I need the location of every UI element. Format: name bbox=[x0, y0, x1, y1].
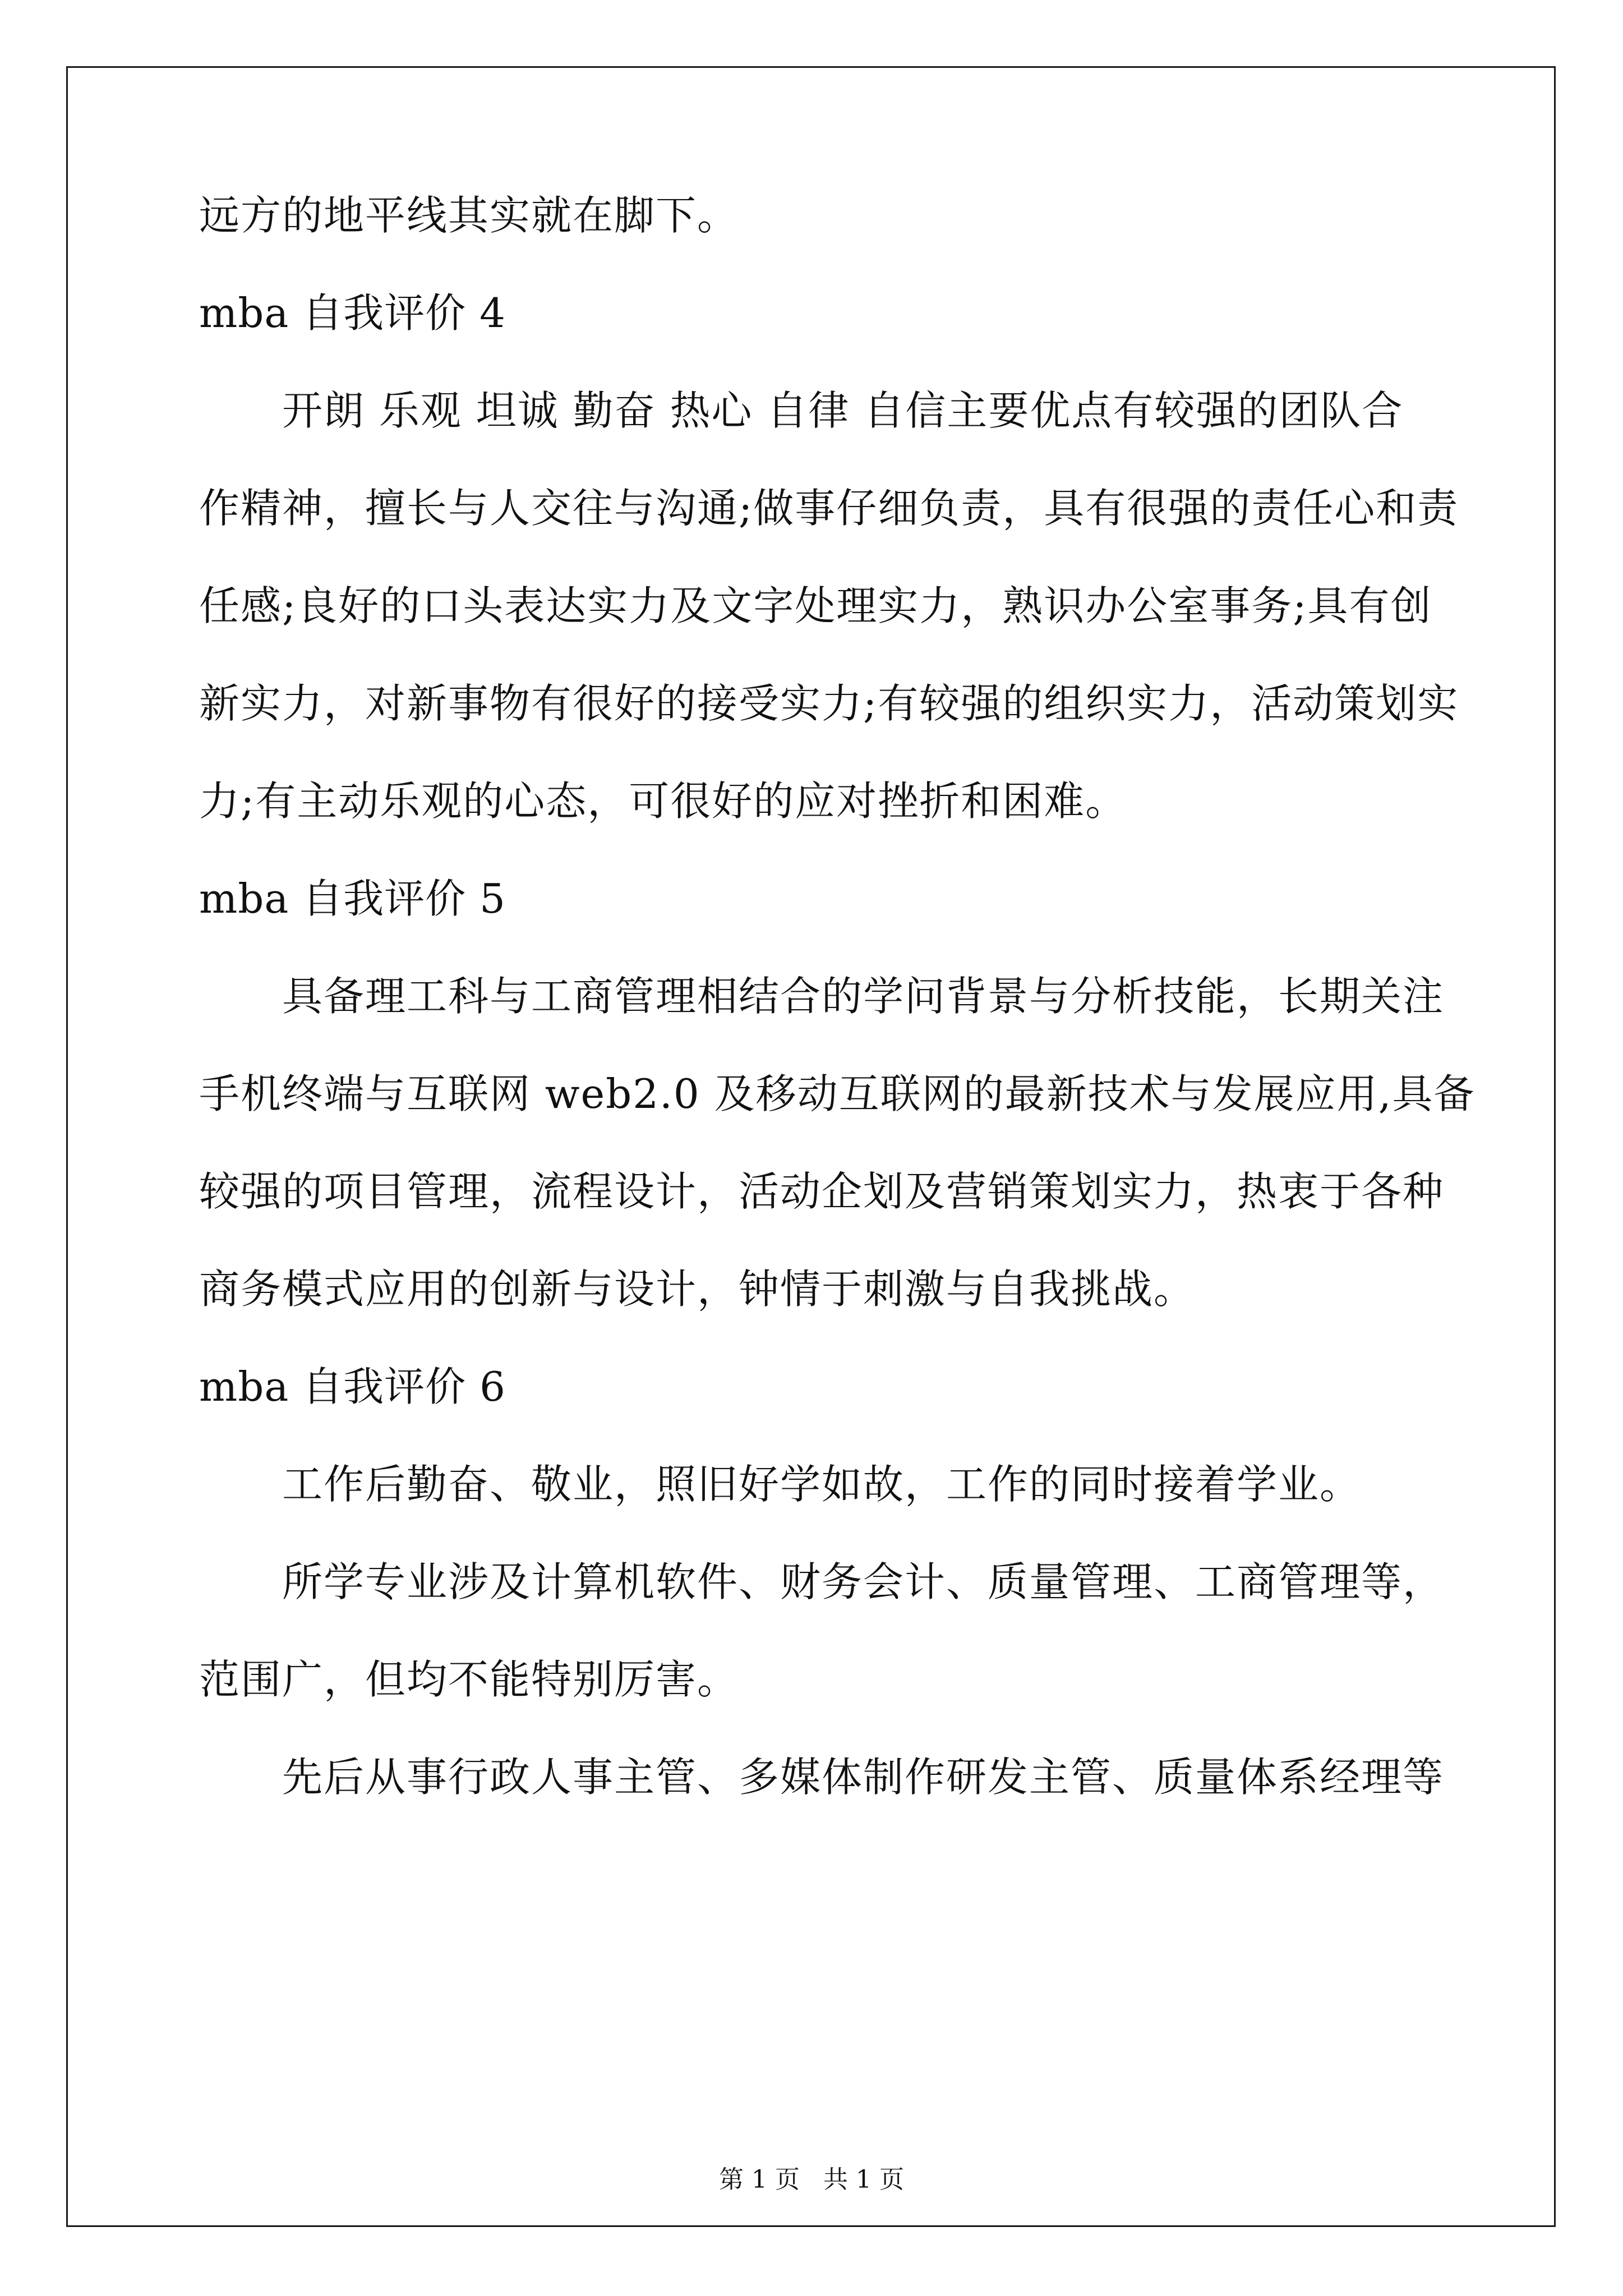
page-number-footer: 第 1 页 共 1 页 bbox=[719, 2165, 904, 2194]
text-line: 较强的项目管理，流程设计，活动企划及营销策划实力，热衷于各种 bbox=[199, 1168, 1445, 1215]
text-line: 新实力，对新事物有很好的接受实力;有较强的组织实力，活动策划实 bbox=[199, 680, 1459, 727]
text-line: 任感;良好的口头表达实力及文字处理实力，熟识办公室事务;具有创 bbox=[199, 582, 1432, 629]
section-heading: mba 自我评价 5 bbox=[199, 875, 506, 922]
section-heading: mba 自我评价 4 bbox=[199, 289, 506, 337]
document-body bbox=[199, 185, 1476, 1844]
text-line: 远方的地平线其实就在脚下。 bbox=[199, 192, 739, 239]
text-line: 手机终端与互联网 web2.0 及移动互联网的最新技术与发展应用,具备 bbox=[199, 1070, 1476, 1117]
paragraph-first-line: 所学专业涉及计算机软件、财务会计、质量管理、工商管理等， bbox=[282, 1558, 1445, 1605]
paragraph-first-line: 开朗 乐观 坦诚 勤奋 热心 自律 自信主要优点有较强的团队合 bbox=[282, 387, 1404, 434]
paragraph-first-line: 先后从事行政人事主管、多媒体制作研发主管、质量体系经理等 bbox=[282, 1754, 1445, 1801]
text-line: 作精神，擅长与人交往与沟通;做事仔细负责，具有很强的责任心和责 bbox=[199, 485, 1459, 532]
text-line: 范围广，但均不能特别厉害。 bbox=[199, 1656, 739, 1703]
paragraph-first-line: 工作后勤奋、敬业，照旧好学如故，工作的同时接着学业。 bbox=[282, 1461, 1362, 1508]
text-line: 商务模式应用的创新与设计，钟情于刺激与自我挑战。 bbox=[199, 1266, 1196, 1313]
section-heading: mba 自我评价 6 bbox=[199, 1363, 506, 1410]
text-line: 力;有主动乐观的心态，可很好的应对挫折和困难。 bbox=[199, 777, 1127, 825]
paragraph-first-line: 具备理工科与工商管理相结合的学问背景与分析技能，长期关注 bbox=[282, 973, 1445, 1020]
